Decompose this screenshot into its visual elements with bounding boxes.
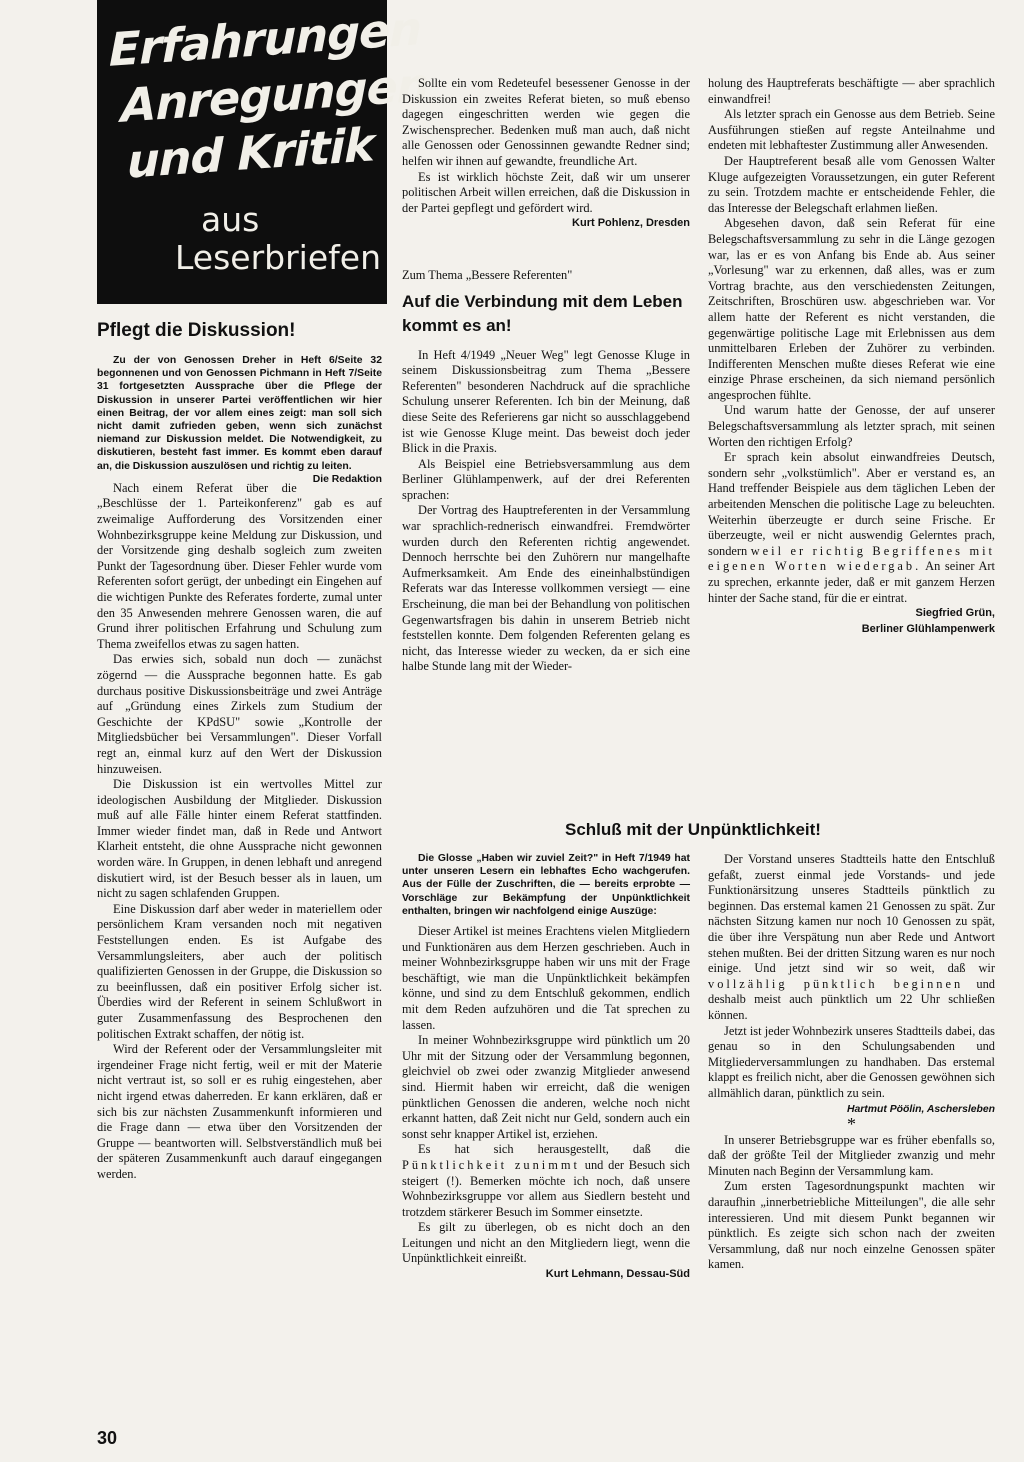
article3-column-2 <box>402 852 690 1283</box>
article1-intro <box>97 354 382 485</box>
column-3-top <box>708 76 995 637</box>
article2-paragraph-3: Der Vortrag des Hauptreferenten in der Versammlung war sprachlich-rednerisch einwandfrei. Fremdwörter wurden durch den Referenten richtig angewendet. Dennoch herrschte bei den Zuhörern nur mangelhafte Aufmerksamkeit. Am Ende des eineinhalbstündigen Referats war das Interesse vollkommen versiegt — eine Erscheinung, die man bei der Behandlung von politischen Gegenwartsfragen bis dahin in unserem Betrieb nicht feststellen konnte. Dem folgenden Referenten gelang es nicht, das Interesse wieder zu wecken, da er sich eine halbe Stunde lang mit der Wieder- <box>402 503 690 674</box>
article3-q1-emphasis: vollzählig pünktlich beginnen <box>708 976 964 991</box>
article3-letter2-paragraph-2: Jetzt ist jeder Wohnbezirk unseres Stadtteils dabei, das genau so in den Schulungsabenden und Mitgliederversammlungen zu handhaben. Das erstemal klappt es freilich nicht, aber die Genossen gewöhnen sich allmählich daran, pünktlich zu sein. <box>708 1023 995 1100</box>
banner-line-leserbriefen: Leserbriefen <box>175 238 381 277</box>
article3-p3-emphasis: Pünktlichkeit zunimmt <box>402 1157 580 1172</box>
article3-letter3-paragraph-2: Zum ersten Tagesordnungspunkt machten wir daraufhin „innerbetriebliche Mitteilungen", die alle sehr interessieren. Und mit diesem Punkt begannen wir pünktlich. Es zeigte sich schon nach der zweiten Versammlung, daß nur noch einzelne Genossen später kamen. <box>708 1179 995 1272</box>
article1-cont-paragraph-1: Sollte ein vom Redeteufel besessener Genosse in der Diskussion ein zweites Referat bieten, so muß ebenso dagegen eingeschritten werden wie gegen die Zwischensprecher. Bedenken muß man auch, daß nicht alle Genossen oder Genossinnen gewandte Redner sind; helfen wir ihnen auf gewandte, freundliche Art. <box>402 76 690 168</box>
banner-line-aus: aus <box>201 200 260 239</box>
article2-cont-paragraph-2: Als letzter sprach ein Genosse aus dem Betrieb. Seine Ausführungen stießen auf regste Anteilnahme und endeten mit lebhaftester Zustimmung aller Anwesenden. <box>708 107 995 153</box>
article1-paragraph-3: Die Diskussion ist ein wertvolles Mittel zur ideologischen Ausbildung der Mitglieder. Diskussion muß auf alle Fälle hinter einem Referat stattfinden. Immer wieder findet man, daß in Rede und Antwort Klarheit entsteht, die ohne Aussprache nicht gewonnen worden wäre. In Gruppen, in denen lebhaft und anregend diskutiert wird, ist der Besuch besser als in lauen, um nicht zu sagen schlafenden Gruppen. <box>97 777 382 901</box>
article3-p3-text-a: Es hat sich herausgestellt, daß die <box>418 1142 690 1157</box>
banner-line-und-kritik: und Kritik <box>127 117 374 189</box>
banner-line-anregungen: Anregungen <box>121 57 429 133</box>
page-number: 30 <box>97 1428 118 1448</box>
article3-q1-text-a: Der Vorstand unseres Stadtteils hatte den Entschluß gefaßt, zuerst einmal jede Vorstands- und jede Funktionärsitzung unseres Stadtteils pünktlich zu beginnen. Das erstemal kamen 21 Genossen zu spät. Zur nächsten Sitzung kamen nur noch 10 Genossen zu spät, die über ihre Verspätung nun aber Rede und Antwort stehen mußten. Bei der dritten Sitzung waren es nur noch einige. Und jetzt sind wir so weit, daß wir <box>708 852 995 976</box>
article3-paragraph-1: Dieser Artikel ist meines Erachtens vielen Mitgliedern und Funktionären aus dem Herzen geschrieben. Auch in meiner Wohnbezirksgruppe haben wir uns mit der Frage beschäftigt, wie man die Unpünktlichkeit bekämpfen könne, und sind zu dem Entschluß gekommen, endlich mit dem Reden aufzuhören und die Tat sprechen zu lassen. <box>402 924 690 1032</box>
article2-c6-text-a: Er sprach kein absolut einwandfreies Deutsch, sondern sehr „volkstümlich". Aber er verstand es, an Hand treffender Beispiele aus dem täglichen Leben der arbeitenden Menschen die politische Lage zu beleuchten. Weiterhin überzeugte er durch seine Frische. Er überzeugte, weil er nicht auswendig Gelerntes prach, sondern <box>708 450 995 558</box>
separator-asterisk: * <box>847 1114 856 1135</box>
article2-title: Auf die Verbindung mit dem Leben kommt es an! <box>402 291 683 335</box>
article3-letter2-paragraph-1 <box>708 852 995 1024</box>
article2-signature-org: Berliner Glühlampenwerk <box>861 622 995 635</box>
article3-intro: Die Glosse „Haben wir zuviel Zeit?" in Heft 7/1949 hat unter unseren Lesern ein lebhaftes Echo wachgerufen. Aus der Fülle der Zuschriften, die — bereits erprobte — Vorschläge zur Bekämpfung der Unpünktlichkeit enthalten, bringen wir nachfolgend einige Auszüge: <box>402 853 690 917</box>
article2-c6-text-c: An seiner Art zu sprechen, erkannte jeder, daß er mit ganzem Herzen hinter der Sache stand, für die er eintrat. <box>708 559 995 605</box>
article3-paragraph-4: Es gilt zu überlegen, ob es nicht doch an den Leitungen und nicht an den Mitgliedern liegt, wenn die Unpünktlichkeit einreißt. <box>402 1220 690 1266</box>
article3-paragraph-3 <box>402 1142 690 1220</box>
article2-kicker: Zum Thema „Bessere Referenten" <box>402 267 573 282</box>
banner-line-erfahrungen: Erfahrungen <box>109 1 421 77</box>
article3-q1-text-c: und deshalb meist auch pünktlich um 22 Uhr schließen können. <box>708 976 995 1022</box>
article3-letter3-paragraph-1: In unserer Betriebsgruppe war es früher ebenfalls so, daß der größte Teil der Mitglieder zwanzig und mehr Minuten nach Beginn der Versammlung kam. <box>708 1132 995 1178</box>
article1-column <box>97 354 382 1183</box>
article2-c6-emphasis: weil er richtig Begriffenes mit eigenen Worten wiedergab. <box>708 543 995 574</box>
article3-title: Schluß mit der Unpünktlichkeit! <box>565 820 821 839</box>
article1-cont-paragraph-2: Es ist wirklich höchste Zeit, daß wir um unserer politischen Arbeit willen erreichen, daß die Diskussion in der Partei gepflegt und gefördert wird. <box>402 169 690 215</box>
article3-signature-2: Hartmut Pöölin, Aschersleben <box>846 1103 995 1115</box>
article2-cont-paragraph-6 <box>708 450 995 606</box>
article1-intro-text: Zu der von Genossen Dreher in Heft 6/Seite 32 begonnenen und von Genossen Pichmann in Heft 7/Seite 31 fortgesetzten Aussprache über die Pflege der Diskussion in unserer Partei veröffentlichen wir hier einen Beitrag, der vor allem eines zeigt: man soll sich nicht damit zufrieden geben, wenn sich zunächst niemand zur Diskussion meldet. Die Notwendigkeit, zu diskutieren, besteht fast immer. Es kommt eben darauf an, die Diskussion auszulösen und richtig zu leiten. <box>97 355 382 472</box>
article2-signature-name: Siegfried Grün, <box>915 607 995 620</box>
article1-paragraph-2: Das erwies sich, sobald nun doch — zunächst zögernd — die Aussprache begonnen hatte. Es gab durchaus positive Diskussionsbeiträge und zwei Anträge auf „Gründung eines Zirkels zum Studium der Geschichte der KPdSU" sowie „Kontrolle der Mitgliedsbücher bei Versammlungen". Dieser Vorfall regt an, einmal kurz auf den Wert der Diskussion hinzuweisen. <box>97 652 382 776</box>
article1-title: Pflegt die Diskussion! <box>97 320 296 341</box>
article2-cont-paragraph-4: Abgesehen davon, daß sein Referat für eine Belegschaftsversammlung zu sehr in die Länge gezogen war, las er es von Anfang bis Ende ab. Aus seiner „Vorlesung" war zu erkennen, daß alles, was er zum Vortrag brachte, aus den verschiedensten Zeitungen, Zeitschriften, Broschüren usw. abgeschrieben war. Vor allem hatte der Referent es nicht verstanden, die gegenwärtige politische Lage mit Erlebnissen aus dem unmittelbaren Erleben der Zuhörer zu verbinden. Indifferenten Menschen mußte dieses Referat wie eine einzige Phrase erscheinen, da sich niemand persönlich angesprochen fühlte. <box>708 216 995 402</box>
article3-p3-text-c: und der Besuch sich steigert (!). Bemerken möchte ich noch, daß unsere Wohnbezirksgruppe vor allem aus Siedlern besteht und trotzdem stärkerer Besuch im Sommer einsetzte. <box>402 1157 690 1219</box>
article2-paragraph-1: In Heft 4/1949 „Neuer Weg" legt Genosse Kluge in seinem Diskussionsbeitrag zum Thema „Bessere Referenten" besonderen Nachdruck auf die sprachliche Schulung unserer Referenten. Ich bin der Meinung, daß diese Seite des Referierens gar nicht so ausschlaggebend ist wie Genosse Kluge meint. Das beweist doch jeder Blick in die Praxis. <box>402 347 690 456</box>
article3-signature-1: Kurt Lehmann, Dessau-Süd <box>545 1268 690 1281</box>
column-2-top <box>402 76 690 675</box>
column-banner <box>97 0 429 304</box>
article1-paragraph-1: Nach einem Referat über die „Beschlüsse der 1. Parteikonferenz" gab es auf zweimalige Aufforderung des Vorsitzenden einer Wohnbezirksgruppe keine Meldung zur Diskussion, und der Vorsitzende ging deshalb sogleich zum zweiten Punkt der Tagesordnung über. Dieser Fehler wurde vom Referenten sofort gerügt, der unbedingt ein Eingehen auf die wichtigen Punkte des Referates forderte, zumal unter den 35 Anwesenden mehrere Genossen waren, die auf Grund ihrer politischen Erfahrung und Schulung zum Thema zweifellos etwas zu sagen hatten. <box>97 480 382 651</box>
article2-cont-paragraph-3: Der Hauptreferent besaß alle vom Genossen Walter Kluge aufgezeigten Voraussetzungen, ein guter Referent zu sein. Trotzdem machte er entscheidende Fehler, die das Interesse der Belegschaft erlahmen ließen. <box>708 153 995 215</box>
article3-column-3 <box>708 852 995 1273</box>
article2-paragraph-2: Als Beispiel eine Betriebsversammlung aus dem Berliner Glühlampenwerk, auf der drei Referenten sprachen: <box>402 456 690 502</box>
article1-paragraph-5: Wird der Referent oder der Versammlungsleiter mit irgendeiner Frage nicht fertig, weil er mit der Materie nicht vertraut ist, so soll er es ruhig eingestehen, aber nicht irgend etwas daherreden. Er kann erklären, daß er sich bis zur nächsten Zusammenkunft informieren und die Frage dann — etwa über den Vorsitzenden der Gruppe — beantworten will. Selbstverständlich muß bei der späteren Zusammenkunft auch darauf eingegangen werden. <box>97 1042 382 1181</box>
article2-cont-paragraph-1: holung des Hauptreferats beschäftigte — aber sprachlich einwandfrei! <box>708 76 995 106</box>
article1-signature: Kurt Pohlenz, Dresden <box>572 217 690 230</box>
article2-cont-paragraph-5: Und warum hatte der Genosse, der auf unserer Belegschaftsversammlung als letzter sprach, mit seinen Worten den richtigen Erfolg? <box>708 403 995 449</box>
article1-intro-signature: Die Redaktion <box>312 473 382 485</box>
article3-paragraph-2: In meiner Wohnbezirksgruppe wird pünktlich um 20 Uhr mit der Sitzung oder der Versammlung begonnen, gleichviel ob zwei oder zwanzig Mitglieder anwesend sind. Hiermit haben wir erreicht, daß die wenigen pünktlichen Genossen die anderen, welche noch nicht erkannt hatten, daß Zeit nicht nur Geld, sondern auch ein sonst sehr knapper Artikel ist, erziehen. <box>402 1033 690 1141</box>
article1-paragraph-4: Eine Diskussion darf aber weder in materiellem oder persönlichem Kram versanden noch mit negativen Feststellungen enden. Es ist Aufgabe des Versammlungsleiters, aber auch der politisch qualifizierten Genossen in der Gruppe, die Diskussion so zu beeinflussen, daß ein positiver Erfolg sicher ist. Überdies wird der Referent in seinem Schlußwort in guter Zusammenfassung des Besprochenen den politischen Extrakt schaffen, der nötig ist. <box>97 901 382 1041</box>
